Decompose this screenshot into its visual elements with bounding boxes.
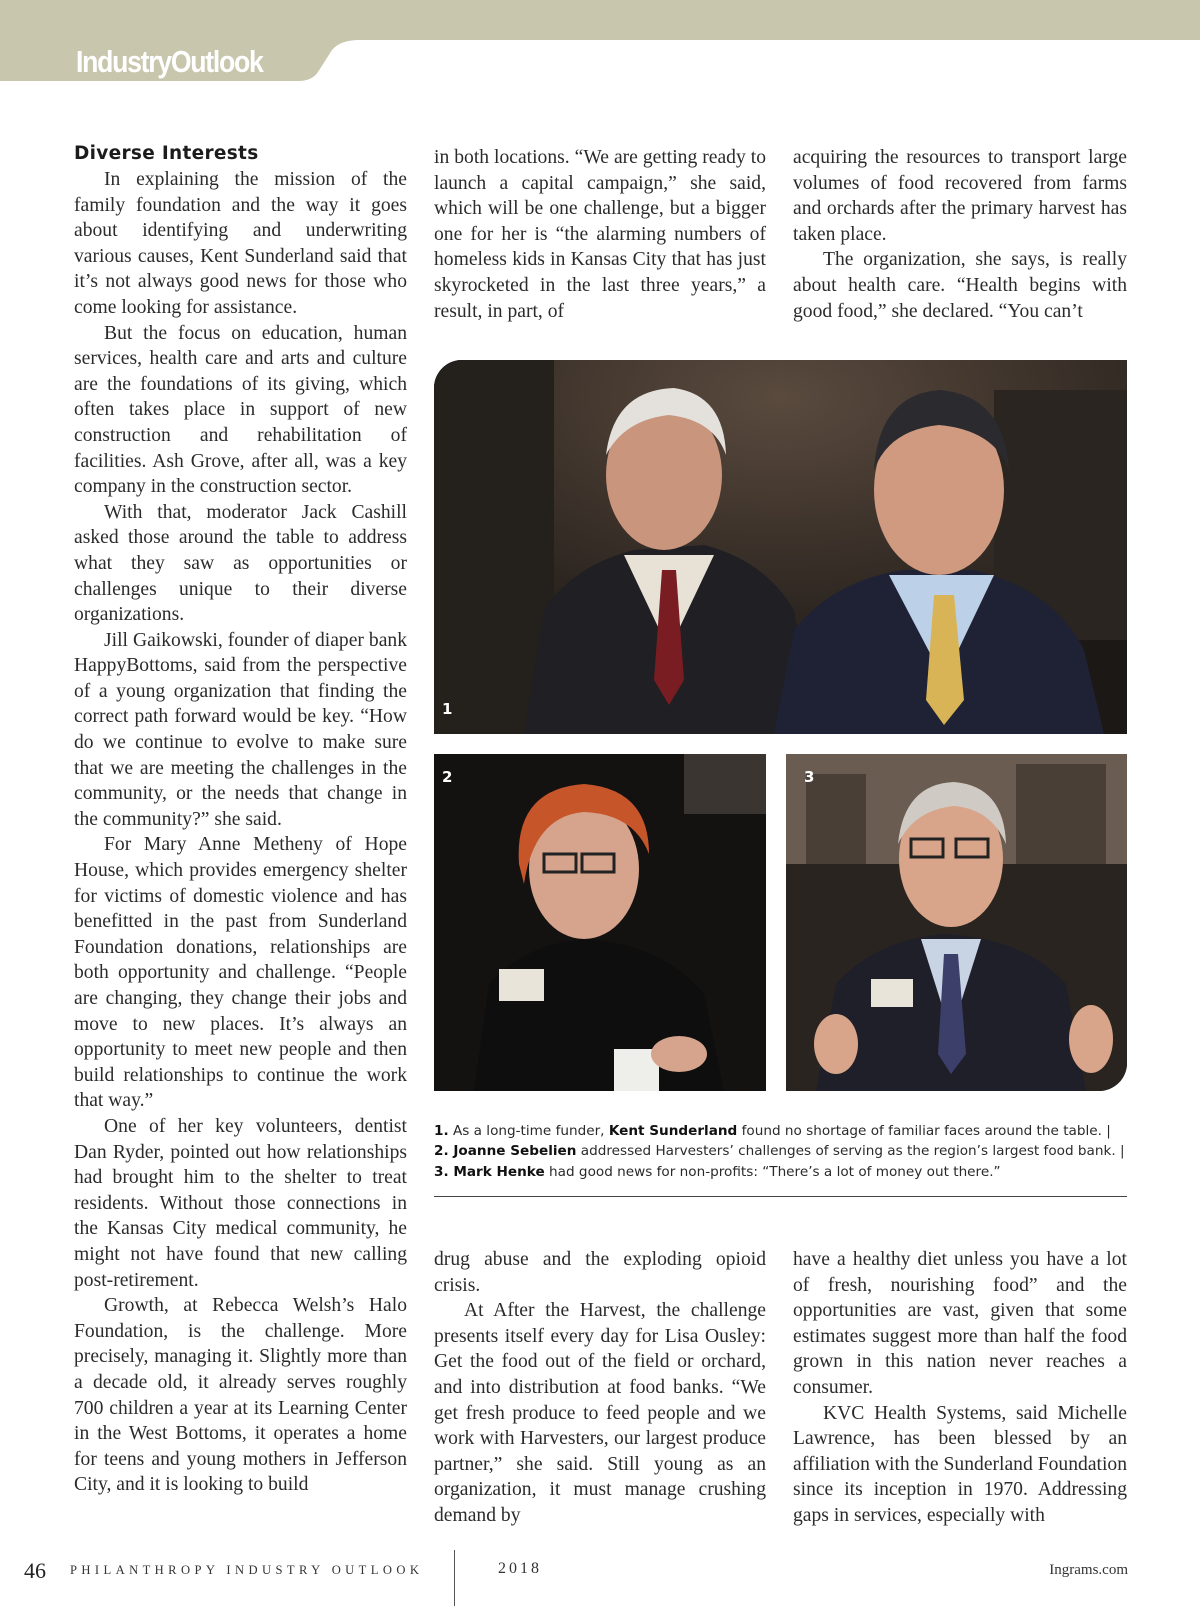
- paragraph: With that, moderator Jack Cashill asked those around the table to address what they saw as opportunities or challenges unique to their diverse organizations.: [74, 501, 407, 626]
- caption-name: Mark Henke: [448, 1163, 545, 1180]
- caption-name: Kent Sunderland: [608, 1123, 738, 1139]
- paragraph: Jill Gaikowski, founder of diaper bank HappyBottoms, said from the perspective of a young organization that finding the correct path forward would be key. “How do we continue to evolve to make sure that we are meeting the challenges in the community, or the needs that change in the community?” she said.: [74, 629, 407, 830]
- photo-joanne-sebelien: [434, 754, 766, 1091]
- footer-divider: [454, 1550, 455, 1606]
- photo-kent-sunderland: [434, 360, 1127, 734]
- article-column-3-bottom: [793, 1247, 1127, 1529]
- subheading: Diverse Interests: [74, 143, 259, 164]
- section-title: IndustryOutlook: [76, 44, 263, 79]
- photo-number: 2: [442, 768, 453, 786]
- article-column-2-top: [434, 145, 766, 324]
- paragraph: The organization, she says, is really about health care. “Health begins with good food,” she declared. “You can’t: [793, 249, 1127, 322]
- caption-name: Joanne Sebelien: [448, 1143, 577, 1160]
- photo-number: 1: [442, 700, 453, 718]
- paragraph: in both locations. “We are getting ready to launch a capital campaign,” she said, which will be one challenge, but a bigger one for her is “the alarming numbers of homeless kids in Kansas City that has just skyrocketed in the last three years,” a result, in part, of: [434, 147, 766, 322]
- article-column-3-top: [793, 145, 1127, 324]
- caption-text: found no shortage of familiar faces around the table. |: [737, 1123, 1111, 1139]
- caption-number: 3.: [434, 1163, 449, 1180]
- publication-year: 2018: [498, 1560, 542, 1577]
- caption-text: As a long-time funder,: [448, 1123, 609, 1139]
- publication-name: PHILANTHROPY INDUSTRY OUTLOOK: [70, 1563, 424, 1577]
- paragraph: have a healthy diet unless you have a lot of fresh, nourishing food” and the opportunities are vast, given that some estimates suggest more than half the food grown in this nation never reaches a consumer.: [793, 1249, 1127, 1398]
- caption-text: addressed Harvesters’ challenges of serving as the region’s largest food bank. |: [576, 1143, 1125, 1160]
- paragraph: acquiring the resources to transport large volumes of food recovered from farms and orchards after the primary harvest has taken place.: [793, 147, 1127, 245]
- paragraph: But the focus on education, human services, health care and arts and culture are the foundations of its giving, which often takes place in support of new construction and rehabilitation of facilities. Ash Grove, after all, was a key company in the construction sector.: [74, 322, 407, 498]
- photo-mark-henke: [786, 754, 1127, 1091]
- caption-divider: [434, 1196, 1127, 1197]
- paragraph: KVC Health Systems, said Michelle Lawrence, has been blessed by an affiliation with the Sunderland Foundation since its inception in 1970. Addressing gaps in services, especially with: [793, 1402, 1127, 1526]
- header-band: [0, 0, 1200, 40]
- paragraph: drug abuse and the exploding opioid crisis.: [434, 1249, 766, 1296]
- page-number: 46: [24, 1558, 46, 1583]
- article-column-1: [74, 141, 407, 1498]
- photo-number: 3: [804, 768, 815, 786]
- paragraph: For Mary Anne Metheny of Hope House, which provides emergency shelter for victims of domestic violence and has benefitted in the past from Sunderland Foundation donations, relationships are both opportunity and challenge. “People are changing, they change their jobs and move to new places. It’s always an opportunity to meet new people and then build relationships to continue the work that way.”: [74, 834, 407, 1112]
- caption-number: 1.: [434, 1123, 449, 1139]
- paragraph: At After the Harvest, the challenge presents itself every day for Lisa Ousley: Get the food out of the field or orchard, and into distribution at food banks. “We get fresh produce to feed people and we work with Harvesters, our largest produce partner,” she said. Still young as an organization, it must manage crushing demand by: [434, 1300, 766, 1526]
- paragraph: One of her key volunteers, dentist Dan Ryder, pointed out how relationships had brought him to the shelter to treat residents. Without those connections in the Kansas City medical community, he might not have found that new calling post-retirement.: [74, 1115, 407, 1291]
- photo-caption: [434, 1121, 1127, 1182]
- paragraph: In explaining the mission of the family foundation and the way it goes about identifying and underwriting various causes, Kent Sunderland said that it’s not always good news for those who come looking for assistance.: [74, 169, 407, 318]
- website-link[interactable]: Ingrams.com: [1049, 1562, 1128, 1578]
- caption-number: 2.: [434, 1143, 449, 1160]
- article-column-2-bottom: [434, 1247, 766, 1529]
- paragraph: Growth, at Rebecca Welsh’s Halo Foundation, is the challenge. More precisely, managing it. Slightly more than a decade old, it already serves roughly 700 children a year at its Learning Center in the West Bottoms, it operates a home for teens and young mothers in Jefferson City, and it is looking to build: [74, 1295, 407, 1496]
- caption-text: had good news for non-profits: “There’s a lot of money out there.”: [544, 1163, 1001, 1180]
